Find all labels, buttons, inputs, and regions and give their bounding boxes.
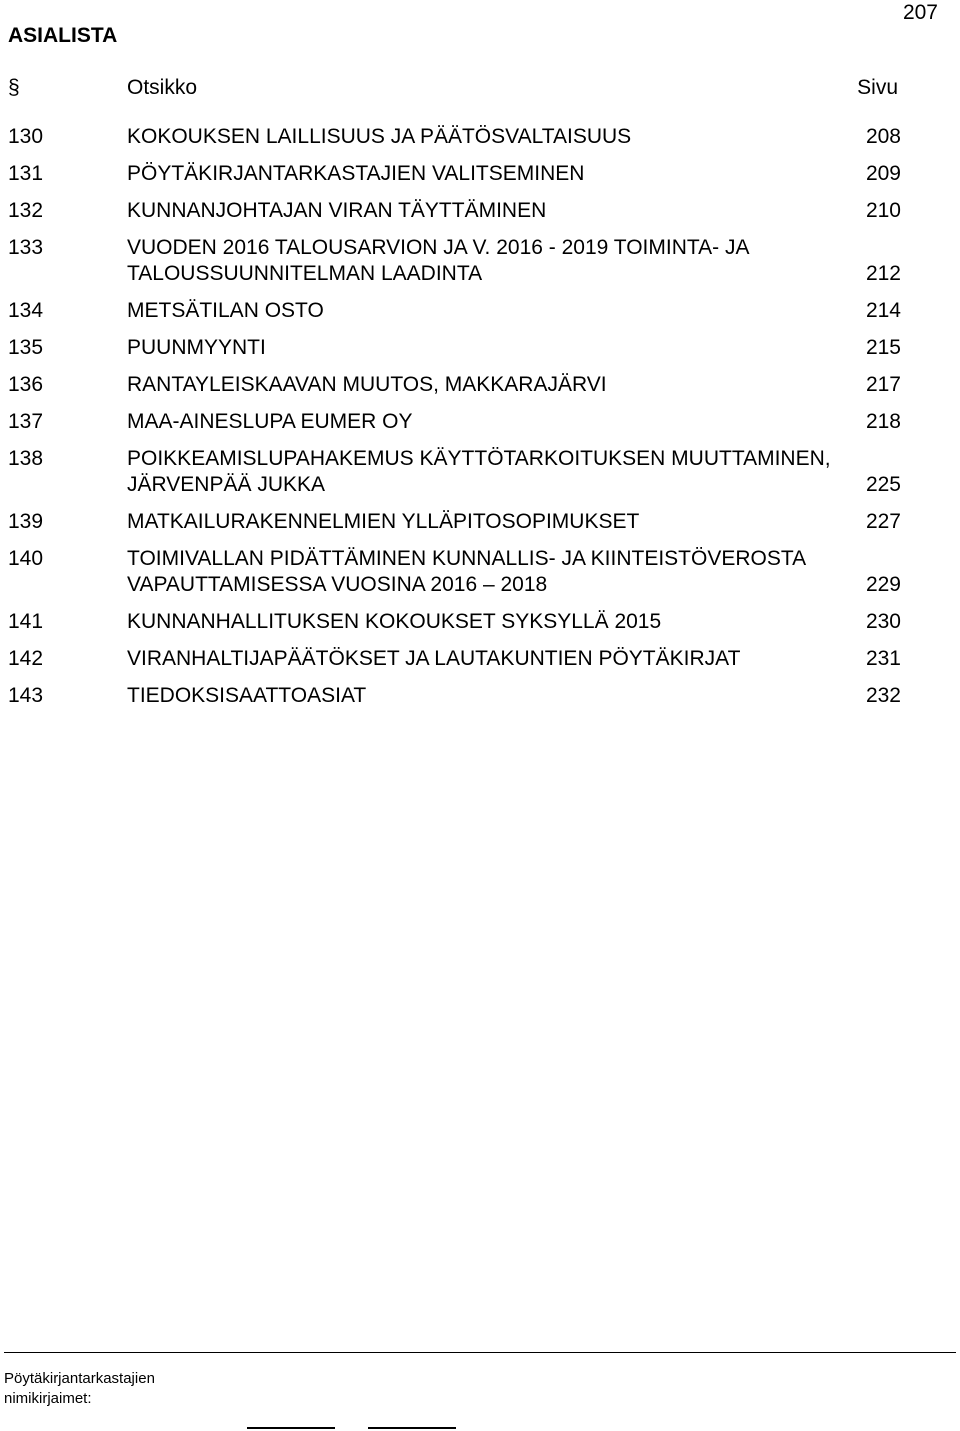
signature-line-2 [368,1427,456,1429]
footer-rule [4,1352,956,1353]
toc-item-page: 225 [865,473,901,496]
toc-item-title: TOIMIVALLAN PIDÄTTÄMINEN KUNNALLIS- JA KIINTEISTÖVEROSTA VAPAUTTAMISESSA VUOSINA 2016 – 2018 [127,547,807,596]
document-title: ASIALISTA [8,24,118,47]
toc-row [0,124,960,150]
toc-item-title: VUODEN 2016 TALOUSARVION JA V. 2016 - 2019 TOIMINTA- JA TALOUSSUUNNITELMAN LAADINTA [127,236,750,285]
toc-item-page: 231 [865,647,901,670]
toc-row [0,446,960,498]
toc-item-page: 214 [865,299,901,322]
toc-row [0,161,960,187]
toc-row [0,509,960,535]
page-number: 207 [902,1,938,24]
toc-item-page: 209 [865,162,901,185]
toc-item-title: POIKKEAMISLUPAHAKEMUS KÄYTTÖTARKOITUKSEN MUUTTAMINEN, JÄRVENPÄÄ JUKKA [127,447,831,496]
toc-item-page: 215 [865,336,901,359]
toc-item-title: MAA-AINESLUPA EUMER OY [127,410,413,433]
toc-item-number: 137 [8,410,44,433]
toc-item-number: 134 [8,299,44,322]
toc-row [0,372,960,398]
toc-item-page: 232 [865,684,901,707]
toc-item-title: METSÄTILAN OSTO [127,299,324,322]
toc-item-number: 139 [8,510,44,533]
toc-item-number: 130 [8,125,44,148]
toc-item-number: 143 [8,684,44,707]
toc-item-number: 142 [8,647,44,670]
toc-item-title: KUNNANHALLITUKSEN KOKOUKSET SYKSYLLÄ 2015 [127,610,662,633]
toc-item-page: 229 [865,573,901,596]
toc-row [0,235,960,287]
title-column-header: Otsikko [127,76,198,99]
toc-item-page: 212 [865,262,901,285]
toc-item-page: 218 [865,410,901,433]
toc-item-number: 132 [8,199,44,222]
toc-item-title: PÖYTÄKIRJANTARKASTAJIEN VALITSEMINEN [127,162,585,185]
page-column-header: Sivu [857,76,898,99]
toc-row [0,683,960,709]
toc-item-number: 133 [8,236,44,259]
toc-item-page: 210 [865,199,901,222]
toc-item-title: TIEDOKSISAATTOASIAT [127,684,367,707]
toc-header [0,75,960,101]
toc-row [0,335,960,361]
toc-item-number: 140 [8,547,44,570]
toc-item-page: 208 [865,125,901,148]
toc-list [0,124,960,720]
toc-item-page: 217 [865,373,901,396]
toc-row [0,409,960,435]
footer-label: Pöytäkirjantarkastajien nimikirjaimet: [4,1370,155,1407]
toc-item-title: MATKAILURAKENNELMIEN YLLÄPITOSOPIMUKSET [127,510,640,533]
toc-row [0,298,960,324]
toc-item-number: 131 [8,162,44,185]
toc-item-number: 138 [8,447,44,470]
toc-row [0,609,960,635]
section-symbol: § [8,76,20,99]
toc-item-number: 136 [8,373,44,396]
toc-item-number: 141 [8,610,44,633]
toc-row [0,646,960,672]
signature-line-1 [247,1427,335,1429]
toc-item-title: PUUNMYYNTI [127,336,266,359]
toc-item-title: RANTAYLEISKAAVAN MUUTOS, MAKKARAJÄRVI [127,373,607,396]
toc-row [0,198,960,224]
toc-item-title: KOKOUKSEN LAILLISUUS JA PÄÄTÖSVALTAISUUS [127,125,632,148]
toc-item-title: VIRANHALTIJAPÄÄTÖKSET JA LAUTAKUNTIEN PÖYTÄKIRJAT [127,647,741,670]
toc-item-title: KUNNANJOHTAJAN VIRAN TÄYTTÄMINEN [127,199,547,222]
toc-row [0,546,960,598]
toc-item-page: 230 [865,610,901,633]
toc-item-page: 227 [865,510,901,533]
toc-item-number: 135 [8,336,44,359]
